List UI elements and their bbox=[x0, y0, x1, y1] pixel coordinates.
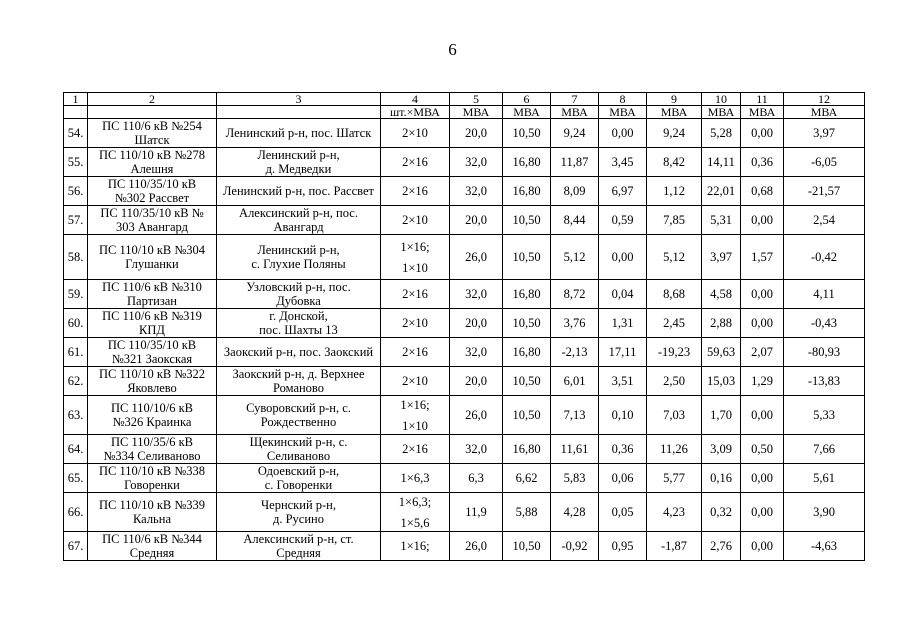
row-number-cell bbox=[64, 338, 88, 367]
table-row bbox=[64, 532, 865, 561]
location-line: д. Медведки bbox=[265, 162, 332, 176]
location-line: Ленинский р-н, пос. Шатск bbox=[225, 126, 372, 140]
location-line: Узловский р-н, пос. bbox=[246, 280, 351, 294]
value-cell-c5: 32,0 bbox=[450, 338, 503, 367]
value-cell-c7: 6,01 bbox=[551, 367, 599, 396]
substation-name-line: ПС 110/10/6 кВ bbox=[110, 401, 193, 415]
table-row bbox=[64, 280, 865, 309]
location-cell bbox=[217, 532, 381, 561]
location-line: Одоевский р-н, bbox=[257, 464, 340, 478]
value-cell-c6: 10,50 bbox=[503, 309, 551, 338]
substation-name-line: ПС 110/6 кВ №344 bbox=[102, 532, 202, 546]
value-cell-c8: 0,95 bbox=[599, 532, 647, 561]
value-cell-c9: 2,45 bbox=[647, 309, 702, 338]
value-cell-c10: 0,32 bbox=[702, 493, 741, 532]
value-cell-c5: 32,0 bbox=[450, 280, 503, 309]
table-row bbox=[64, 206, 865, 235]
row-number-cell bbox=[64, 119, 88, 148]
value-cell-c9: 7,03 bbox=[647, 396, 702, 435]
substation-name-line: Яковлево bbox=[127, 381, 177, 395]
value-cell-c9: 8,42 bbox=[647, 148, 702, 177]
transformer-line: 2×16 bbox=[402, 184, 428, 198]
location-line: Средняя bbox=[276, 546, 321, 560]
value-cell-c8: 6,97 bbox=[599, 177, 647, 206]
value-cell-c8: 0,00 bbox=[599, 119, 647, 148]
substation-name-line: ПС 110/10 кВ №304 bbox=[98, 243, 206, 257]
location-line: Ленинский р-н, пос. Рассвет bbox=[223, 184, 374, 198]
substation-name-line: ПС 110/35/6 кВ bbox=[110, 435, 193, 449]
substation-cell bbox=[88, 396, 217, 435]
value-cell-c6: 16,80 bbox=[503, 338, 551, 367]
value-cell-c8: 0,06 bbox=[599, 464, 647, 493]
location-line: с. Глухие Поляны bbox=[251, 257, 346, 271]
value-cell-c7: 5,12 bbox=[551, 235, 599, 280]
value-cell-c8: 3,45 bbox=[599, 148, 647, 177]
column-number-cell: 6 bbox=[503, 93, 551, 106]
substation-name-line: ПС 110/10 кВ №338 bbox=[98, 464, 206, 478]
value-cell-c5: 32,0 bbox=[450, 177, 503, 206]
value-cell-c11: 0,00 bbox=[741, 464, 784, 493]
transformer-cell bbox=[381, 367, 450, 396]
value-cell-c6: 16,80 bbox=[503, 280, 551, 309]
column-number-cell: 10 bbox=[702, 93, 741, 106]
unit-cell: шт.×МВА bbox=[381, 106, 450, 119]
value-cell-c8: 17,11 bbox=[599, 338, 647, 367]
value-cell-c8: 1,31 bbox=[599, 309, 647, 338]
substation-name-line: №326 Краинка bbox=[112, 415, 192, 429]
transformer-cell bbox=[381, 280, 450, 309]
value-cell-c5: 26,0 bbox=[450, 235, 503, 280]
row-number-cell bbox=[64, 493, 88, 532]
value-cell-c12: 4,11 bbox=[784, 280, 865, 309]
transformer-line: 2×10 bbox=[402, 374, 428, 388]
value-cell-c9: -19,23 bbox=[647, 338, 702, 367]
column-number-cell: 1 bbox=[64, 93, 88, 106]
value-cell-c12: -13,83 bbox=[784, 367, 865, 396]
row-number: 57. bbox=[67, 213, 84, 227]
row-number: 58. bbox=[67, 250, 84, 264]
value-cell-c5: 26,0 bbox=[450, 396, 503, 435]
location-line: д. Русино bbox=[273, 512, 324, 526]
unit-cell bbox=[64, 106, 88, 119]
location-line: пос. Шахты 13 bbox=[259, 323, 338, 337]
location-cell bbox=[217, 396, 381, 435]
value-cell-c10: 2,76 bbox=[702, 532, 741, 561]
column-number-cell: 2 bbox=[88, 93, 217, 106]
value-cell-c8: 0,04 bbox=[599, 280, 647, 309]
transformer-line: 2×10 bbox=[402, 213, 428, 227]
value-cell-c11: 0,00 bbox=[741, 119, 784, 148]
unit-cell: МВА bbox=[741, 106, 784, 119]
row-number: 59. bbox=[67, 287, 84, 301]
value-cell-c6: 10,50 bbox=[503, 206, 551, 235]
column-number-row bbox=[64, 93, 865, 106]
transformer-line: 1×6,3 bbox=[400, 471, 430, 485]
row-number-cell bbox=[64, 177, 88, 206]
unit-cell bbox=[217, 106, 381, 119]
location-cell bbox=[217, 435, 381, 464]
value-cell-c12: -6,05 bbox=[784, 148, 865, 177]
substation-name-line: ПС 110/10 кВ №339 bbox=[98, 498, 206, 512]
column-number-cell: 4 bbox=[381, 93, 450, 106]
value-cell-c7: -2,13 bbox=[551, 338, 599, 367]
location-line: Романово bbox=[272, 381, 325, 395]
transformer-cell bbox=[381, 493, 450, 532]
value-cell-c10: 59,63 bbox=[702, 338, 741, 367]
value-cell-c8: 3,51 bbox=[599, 367, 647, 396]
substation-cell bbox=[88, 338, 217, 367]
value-cell-c8: 0,05 bbox=[599, 493, 647, 532]
value-cell-c11: 0,00 bbox=[741, 493, 784, 532]
transformer-line: 1×10 bbox=[402, 260, 428, 275]
substation-name-line: ПС 110/6 кВ №310 bbox=[102, 280, 202, 294]
transformer-cell bbox=[381, 396, 450, 435]
value-cell-c6: 16,80 bbox=[503, 177, 551, 206]
column-number-cell: 9 bbox=[647, 93, 702, 106]
location-line: Рождественно bbox=[260, 415, 337, 429]
substation-cell bbox=[88, 532, 217, 561]
value-cell-c9: 8,68 bbox=[647, 280, 702, 309]
value-cell-c11: 0,00 bbox=[741, 532, 784, 561]
row-number-cell bbox=[64, 309, 88, 338]
substation-name-line: ПС 110/10 кВ №322 bbox=[98, 367, 206, 381]
value-cell-c5: 6,3 bbox=[450, 464, 503, 493]
location-line: Селиваново bbox=[266, 449, 331, 463]
transformer-cell bbox=[381, 177, 450, 206]
row-number-cell bbox=[64, 148, 88, 177]
data-table bbox=[63, 92, 865, 561]
substation-name-line: Средняя bbox=[129, 546, 175, 560]
value-cell-c5: 20,0 bbox=[450, 367, 503, 396]
value-cell-c12: -0,43 bbox=[784, 309, 865, 338]
table-row bbox=[64, 435, 865, 464]
substation-cell bbox=[88, 309, 217, 338]
value-cell-c6: 16,80 bbox=[503, 148, 551, 177]
location-line: Ленинский р-н, bbox=[257, 148, 340, 162]
value-cell-c12: -21,57 bbox=[784, 177, 865, 206]
row-number-cell bbox=[64, 532, 88, 561]
value-cell-c5: 26,0 bbox=[450, 532, 503, 561]
substation-name-line: №321 Заокская bbox=[111, 352, 193, 366]
row-number: 61. bbox=[67, 345, 84, 359]
transformer-line: 1×5,6 bbox=[400, 515, 430, 530]
row-number-cell bbox=[64, 464, 88, 493]
location-line: Заокский р-н, пос. Заокский bbox=[223, 345, 374, 359]
location-cell bbox=[217, 177, 381, 206]
value-cell-c9: 5,12 bbox=[647, 235, 702, 280]
location-cell bbox=[217, 309, 381, 338]
row-number: 60. bbox=[67, 316, 84, 330]
value-cell-c5: 20,0 bbox=[450, 309, 503, 338]
transformer-cell bbox=[381, 435, 450, 464]
transformer-cell bbox=[381, 532, 450, 561]
substation-name-line: Кальна bbox=[132, 512, 171, 526]
substation-name-line: ПС 110/35/10 кВ № bbox=[100, 206, 204, 220]
value-cell-c9: 4,23 bbox=[647, 493, 702, 532]
location-line: Дубовка bbox=[276, 294, 321, 308]
value-cell-c10: 4,58 bbox=[702, 280, 741, 309]
table-row bbox=[64, 309, 865, 338]
substation-cell bbox=[88, 177, 217, 206]
value-cell-c10: 5,28 bbox=[702, 119, 741, 148]
row-number-cell bbox=[64, 206, 88, 235]
substation-name-line: Алешня bbox=[130, 162, 174, 176]
substation-name-line: Шатск bbox=[134, 133, 170, 147]
transformer-line: 2×10 bbox=[402, 126, 428, 140]
substation-cell bbox=[88, 464, 217, 493]
row-number: 65. bbox=[67, 471, 84, 485]
page-number: 6 bbox=[448, 40, 457, 59]
table-row bbox=[64, 148, 865, 177]
location-cell bbox=[217, 235, 381, 280]
value-cell-c9: -1,87 bbox=[647, 532, 702, 561]
row-number-cell bbox=[64, 367, 88, 396]
value-cell-c12: 2,54 bbox=[784, 206, 865, 235]
value-cell-c6: 16,80 bbox=[503, 435, 551, 464]
value-cell-c6: 5,88 bbox=[503, 493, 551, 532]
location-cell bbox=[217, 367, 381, 396]
transformer-line: 2×16 bbox=[402, 287, 428, 301]
row-number: 54. bbox=[67, 126, 84, 140]
row-number-cell bbox=[64, 280, 88, 309]
value-cell-c10: 1,70 bbox=[702, 396, 741, 435]
column-number-cell: 5 bbox=[450, 93, 503, 106]
column-number-cell: 7 bbox=[551, 93, 599, 106]
table-row bbox=[64, 235, 865, 280]
column-number-cell: 3 bbox=[217, 93, 381, 106]
substation-cell bbox=[88, 493, 217, 532]
transformer-line: 2×16 bbox=[402, 345, 428, 359]
location-line: Щекинский р-н, с. bbox=[249, 435, 348, 449]
value-cell-c9: 1,12 bbox=[647, 177, 702, 206]
unit-row bbox=[64, 106, 865, 119]
row-number: 66. bbox=[67, 505, 84, 519]
value-cell-c5: 20,0 bbox=[450, 206, 503, 235]
substation-name-line: Партизан bbox=[127, 294, 177, 308]
value-cell-c7: 8,72 bbox=[551, 280, 599, 309]
unit-cell: МВА bbox=[784, 106, 865, 119]
value-cell-c6: 10,50 bbox=[503, 367, 551, 396]
unit-cell: МВА bbox=[599, 106, 647, 119]
table-row bbox=[64, 338, 865, 367]
value-cell-c5: 32,0 bbox=[450, 148, 503, 177]
substation-name-line: КПД bbox=[139, 323, 165, 337]
value-cell-c11: 1,29 bbox=[741, 367, 784, 396]
table-row bbox=[64, 493, 865, 532]
value-cell-c7: 11,61 bbox=[551, 435, 599, 464]
substation-name-line: Говоренки bbox=[124, 478, 180, 492]
transformer-cell bbox=[381, 206, 450, 235]
value-cell-c10: 3,97 bbox=[702, 235, 741, 280]
value-cell-c9: 2,50 bbox=[647, 367, 702, 396]
transformer-line: 1×6,3; bbox=[398, 494, 432, 509]
value-cell-c6: 10,50 bbox=[503, 119, 551, 148]
location-cell bbox=[217, 464, 381, 493]
value-cell-c9: 9,24 bbox=[647, 119, 702, 148]
value-cell-c11: 2,07 bbox=[741, 338, 784, 367]
substation-cell bbox=[88, 435, 217, 464]
location-cell bbox=[217, 206, 381, 235]
unit-cell: МВА bbox=[551, 106, 599, 119]
value-cell-c10: 5,31 bbox=[702, 206, 741, 235]
substation-name-line: ПС 110/35/10 кВ bbox=[107, 338, 197, 352]
value-cell-c10: 22,01 bbox=[702, 177, 741, 206]
location-line: с. Говоренки bbox=[264, 478, 333, 492]
transformer-cell bbox=[381, 464, 450, 493]
transformer-line: 2×10 bbox=[402, 316, 428, 330]
unit-cell: МВА bbox=[450, 106, 503, 119]
unit-cell bbox=[88, 106, 217, 119]
table-row bbox=[64, 396, 865, 435]
substation-cell bbox=[88, 206, 217, 235]
transformer-line: 1×16; bbox=[400, 397, 430, 412]
value-cell-c6: 10,50 bbox=[503, 235, 551, 280]
value-cell-c6: 6,62 bbox=[503, 464, 551, 493]
location-cell bbox=[217, 338, 381, 367]
value-cell-c7: 8,44 bbox=[551, 206, 599, 235]
value-cell-c12: -4,63 bbox=[784, 532, 865, 561]
substation-name-line: №334 Селиваново bbox=[103, 449, 201, 463]
value-cell-c9: 11,26 bbox=[647, 435, 702, 464]
substation-cell bbox=[88, 367, 217, 396]
value-cell-c10: 2,88 bbox=[702, 309, 741, 338]
location-line: Ленинский р-н, bbox=[257, 243, 340, 257]
value-cell-c7: 9,24 bbox=[551, 119, 599, 148]
transformer-line: 2×16 bbox=[402, 442, 428, 456]
value-cell-c7: 7,13 bbox=[551, 396, 599, 435]
unit-cell: МВА bbox=[702, 106, 741, 119]
substation-cell bbox=[88, 280, 217, 309]
row-number: 56. bbox=[67, 184, 84, 198]
transformer-cell bbox=[381, 338, 450, 367]
location-line: Суворовский р-н, с. bbox=[246, 401, 351, 415]
transformer-line: 1×16; bbox=[400, 239, 430, 254]
transformer-line: 1×10 bbox=[402, 418, 428, 433]
value-cell-c10: 14,11 bbox=[702, 148, 741, 177]
value-cell-c11: 0,00 bbox=[741, 309, 784, 338]
value-cell-c9: 7,85 bbox=[647, 206, 702, 235]
location-cell bbox=[217, 280, 381, 309]
location-line: Чернский р-н, bbox=[261, 498, 336, 512]
value-cell-c7: 3,76 bbox=[551, 309, 599, 338]
value-cell-c12: 3,90 bbox=[784, 493, 865, 532]
value-cell-c11: 0,00 bbox=[741, 396, 784, 435]
value-cell-c12: 5,33 bbox=[784, 396, 865, 435]
location-line: г. Донской, bbox=[269, 309, 328, 323]
row-number: 63. bbox=[67, 408, 84, 422]
table-row bbox=[64, 367, 865, 396]
value-cell-c11: 0,68 bbox=[741, 177, 784, 206]
substation-name-line: ПС 110/10 кВ №278 bbox=[98, 148, 206, 162]
unit-cell: МВА bbox=[503, 106, 551, 119]
transformer-line: 2×16 bbox=[402, 155, 428, 169]
value-cell-c5: 11,9 bbox=[450, 493, 503, 532]
value-cell-c10: 3,09 bbox=[702, 435, 741, 464]
transformer-cell bbox=[381, 235, 450, 280]
value-cell-c5: 32,0 bbox=[450, 435, 503, 464]
row-number-cell bbox=[64, 235, 88, 280]
column-number-cell: 12 bbox=[784, 93, 865, 106]
substation-cell bbox=[88, 235, 217, 280]
location-line: Алексинский р-н, ст. bbox=[243, 532, 354, 546]
value-cell-c11: 0,00 bbox=[741, 280, 784, 309]
value-cell-c8: 0,36 bbox=[599, 435, 647, 464]
value-cell-c8: 0,10 bbox=[599, 396, 647, 435]
transformer-cell bbox=[381, 309, 450, 338]
substation-name-line: ПС 110/35/10 кВ bbox=[107, 177, 197, 191]
value-cell-c12: -80,93 bbox=[784, 338, 865, 367]
row-number: 62. bbox=[67, 374, 84, 388]
location-cell bbox=[217, 148, 381, 177]
substation-cell bbox=[88, 148, 217, 177]
column-number-cell: 8 bbox=[599, 93, 647, 106]
value-cell-c12: 5,61 bbox=[784, 464, 865, 493]
transformer-cell bbox=[381, 119, 450, 148]
unit-cell: МВА bbox=[647, 106, 702, 119]
location-line: Алексинский р-н, пос. bbox=[239, 206, 358, 220]
value-cell-c9: 5,77 bbox=[647, 464, 702, 493]
substation-name-line: 303 Авангард bbox=[116, 220, 188, 234]
location-cell bbox=[217, 493, 381, 532]
row-number: 67. bbox=[67, 539, 84, 553]
substation-name-line: №302 Рассвет bbox=[114, 191, 190, 205]
row-number-cell bbox=[64, 396, 88, 435]
transformer-cell bbox=[381, 148, 450, 177]
row-number-cell bbox=[64, 435, 88, 464]
value-cell-c11: 0,00 bbox=[741, 206, 784, 235]
substation-name-line: ПС 110/6 кВ №319 bbox=[102, 309, 202, 323]
location-cell bbox=[217, 119, 381, 148]
value-cell-c6: 10,50 bbox=[503, 532, 551, 561]
value-cell-c7: 4,28 bbox=[551, 493, 599, 532]
transformer-line: 1×16; bbox=[400, 539, 430, 553]
table-row bbox=[64, 177, 865, 206]
value-cell-c11: 0,50 bbox=[741, 435, 784, 464]
value-cell-c11: 1,57 bbox=[741, 235, 784, 280]
value-cell-c7: 5,83 bbox=[551, 464, 599, 493]
value-cell-c11: 0,36 bbox=[741, 148, 784, 177]
value-cell-c7: 8,09 bbox=[551, 177, 599, 206]
value-cell-c12: 7,66 bbox=[784, 435, 865, 464]
value-cell-c7: -0,92 bbox=[551, 532, 599, 561]
substation-name-line: Глушанки bbox=[125, 257, 179, 271]
table-row bbox=[64, 464, 865, 493]
row-number: 64. bbox=[67, 442, 84, 456]
value-cell-c7: 11,87 bbox=[551, 148, 599, 177]
column-number-cell: 11 bbox=[741, 93, 784, 106]
value-cell-c10: 15,03 bbox=[702, 367, 741, 396]
value-cell-c5: 20,0 bbox=[450, 119, 503, 148]
value-cell-c12: 3,97 bbox=[784, 119, 865, 148]
value-cell-c8: 0,59 bbox=[599, 206, 647, 235]
value-cell-c10: 0,16 bbox=[702, 464, 741, 493]
value-cell-c12: -0,42 bbox=[784, 235, 865, 280]
value-cell-c8: 0,00 bbox=[599, 235, 647, 280]
table-row bbox=[64, 119, 865, 148]
substation-name-line: ПС 110/6 кВ №254 bbox=[102, 119, 202, 133]
location-line: Авангард bbox=[273, 220, 324, 234]
value-cell-c6: 10,50 bbox=[503, 396, 551, 435]
location-line: Заокский р-н, д. Верхнее bbox=[232, 367, 365, 381]
row-number: 55. bbox=[67, 155, 84, 169]
substation-cell bbox=[88, 119, 217, 148]
